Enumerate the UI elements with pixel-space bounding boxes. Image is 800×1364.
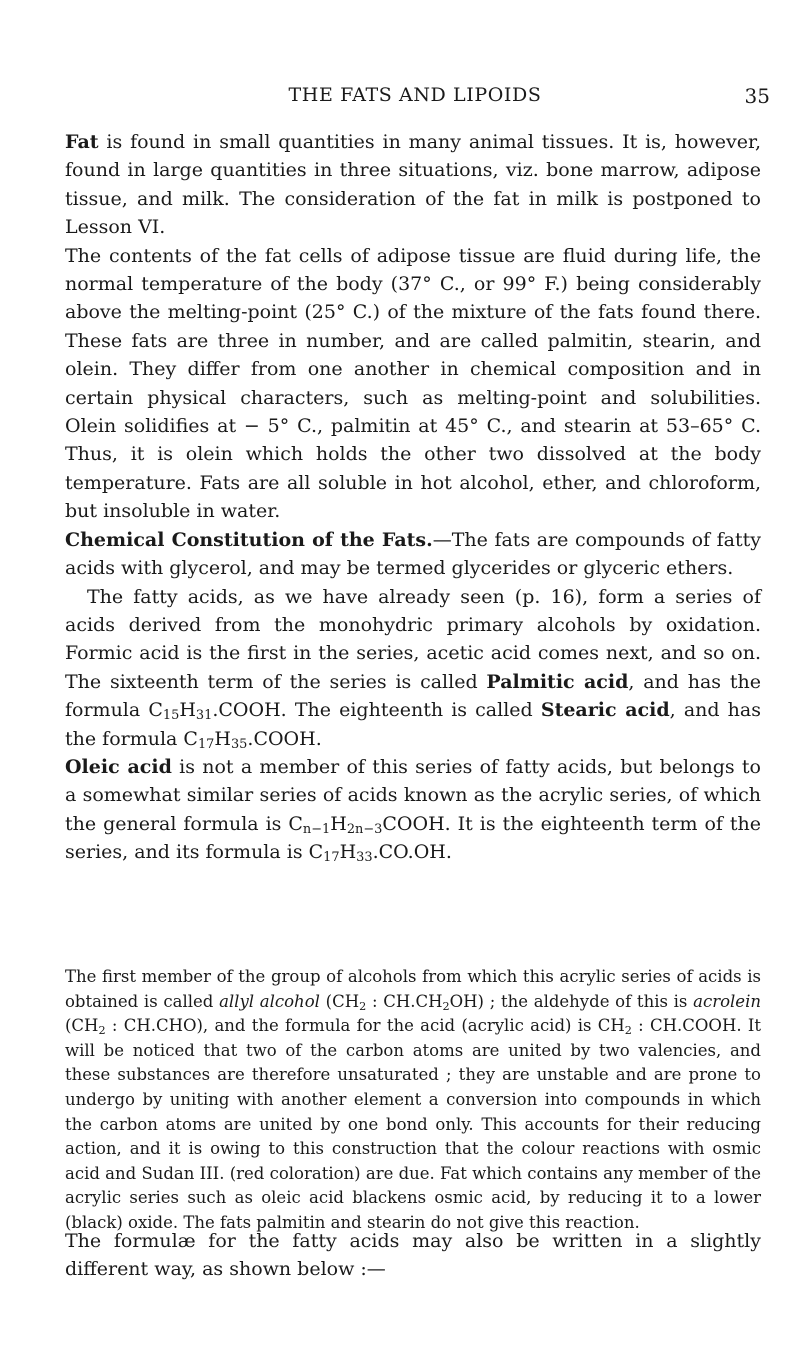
term-fat: Fat: [65, 131, 99, 153]
term-oleic-acid: Oleic acid: [65, 755, 172, 778]
paragraph-adipose: The contents of the fat cells of adipose tissue are fluid during life, the normal temperature of the body (37° C., or 99° F.) being considerably above the melting-point (25° C.) of the mixture of the fats found there. These fats are three in number, and are called palmitin, stearin, and olein. They differ from one another in chemical composition and in certain physical characters, such as melting-point and solubilities. Olein solidifies at − 5° C., palmitin at 45° C., and stearin at 53–65° C. Thus, it is olein which holds the other two dissolved at the body temperature. Fats are all soluble in hot alcohol, ether, and chloroform, but insoluble in water.: [65, 244, 761, 523]
closing-text: [65, 1227, 761, 1284]
section-heading: Chemical Constitution of the Fats.: [65, 528, 433, 551]
paragraph-acrylic-series: The first member of the group of alcohols from which this acrylic series of acids is obtained is called allyl alcohol ($CH_2$ : $CH.CH_2OH$) ; the aldehyde of this is acrolein ($CH_2$ : CH.CHO), and the formula for the acid (acrylic acid) is $CH_2$ : CH.COOH. It will be noticed that two of the carbon atoms are united by two valencies, and these substances are therefore unsaturated ; they are unstable and are prone to undergo by uniting with another element a conversion into compounds in which the carbon atoms are united by one bond only. This accounts for their reducing action, and it is owing to this construction that the colour reactions with osmic acid and Sudan III. (red coloration) are due. Fat which contains any member of the acrylic series such as oleic acid blackens osmic acid, by reducing it to a lower (black) oxide. The fats palmitin and stearin do not give this reaction.: [65, 967, 762, 1232]
term-stearic-acid: Stearic acid: [540, 699, 670, 722]
paragraph-formulae: The formulæ for the fatty acids may also be written in a slightly different way, as shown below :—: [65, 1230, 761, 1281]
paragraph-chemical-constitution: Chemical Constitution of the Fats.—The fats are compounds of fatty acids with glycerol, and may be termed glycerides or glyceric ethers.: [65, 528, 762, 580]
paragraph-oleic-acid: Oleic acid is not a member of this series of fatty acids, but belongs to a somewhat similar series of acids known as the acrylic series, of which the general formula is $C_{n-1}H_{2n-3}COOH$. It is the eighteenth term of the series, and its formula is $C_{17}H_{33}.CO.OH$.: [65, 755, 761, 866]
chapter-title: THE FATS AND LIPOIDS: [288, 84, 542, 106]
small-print-note: [65, 965, 761, 1236]
running-head: [60, 84, 770, 114]
term-palmitic-acid: Palmitic acid: [486, 670, 629, 693]
paragraph-fat-intro: Fat is found in small quantities in many animal tissues. It is, however, found in large quantities in three situations, viz. bone marrow, adipose tissue, and milk. The consideration of the fat in milk is postponed to Lesson VI.: [65, 131, 761, 239]
page-number: 35: [744, 84, 770, 108]
term-acrolein: acrolein: [693, 991, 761, 1011]
term-allyl-alcohol: allyl alcohol: [219, 991, 320, 1011]
main-text: [65, 128, 761, 867]
paragraph-fatty-acids: The fatty acids, as we have already seen (p. 16), form a series of acids derived from the monohydric primary alcohols by oxidation. Formic acid is the first in the series, acetic acid comes next, and so on. The sixteenth term of the series is called Palmitic acid, and has the formula $C_{15}H_{31}.COOH$. The eighteenth is called Stearic acid, and has the formula $C_{17}H_{35}.COOH$.: [65, 585, 761, 752]
